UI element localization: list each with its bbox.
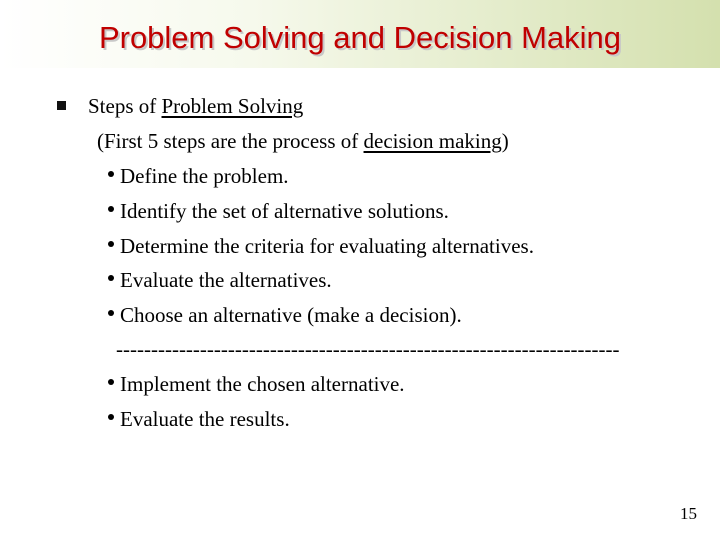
heading-prefix: Steps of: [88, 94, 162, 118]
bullet-dot-icon: [108, 414, 114, 420]
bullet-dot-icon: [108, 171, 114, 177]
slide-title: Problem Solving and Decision Making: [98, 20, 622, 55]
page-number: 15: [680, 504, 697, 523]
bullet-dot-icon: [108, 275, 114, 281]
heading-line: [88, 92, 303, 120]
step-item: Define the problem.: [120, 164, 289, 188]
later-step-item: Evaluate the results.: [120, 407, 290, 431]
step-item: Choose an alternative (make a decision).: [120, 303, 462, 327]
step-item: Determine the criteria for evaluating alternatives.: [120, 234, 534, 258]
bullet-dot-icon: [108, 379, 114, 385]
bullet-dot-icon: [108, 241, 114, 247]
separator-line: ------------------------------------------------------------------------: [116, 339, 620, 359]
bullet-dot-icon: [108, 310, 114, 316]
step-item: Identify the set of alternative solutions.: [120, 199, 449, 223]
bullet-dot-icon: [108, 206, 114, 212]
later-step-item: Implement the chosen alternative.: [120, 372, 405, 396]
square-bullet-icon: [57, 101, 66, 110]
subheading-prefix: (First 5 steps are the process of: [97, 129, 364, 153]
subheading-line: [97, 127, 509, 155]
decision-making-link[interactable]: decision making: [363, 129, 502, 153]
problem-solving-link[interactable]: Problem Solving: [161, 94, 304, 118]
subheading-suffix: ): [501, 129, 509, 153]
step-item: Evaluate the alternatives.: [120, 268, 332, 292]
